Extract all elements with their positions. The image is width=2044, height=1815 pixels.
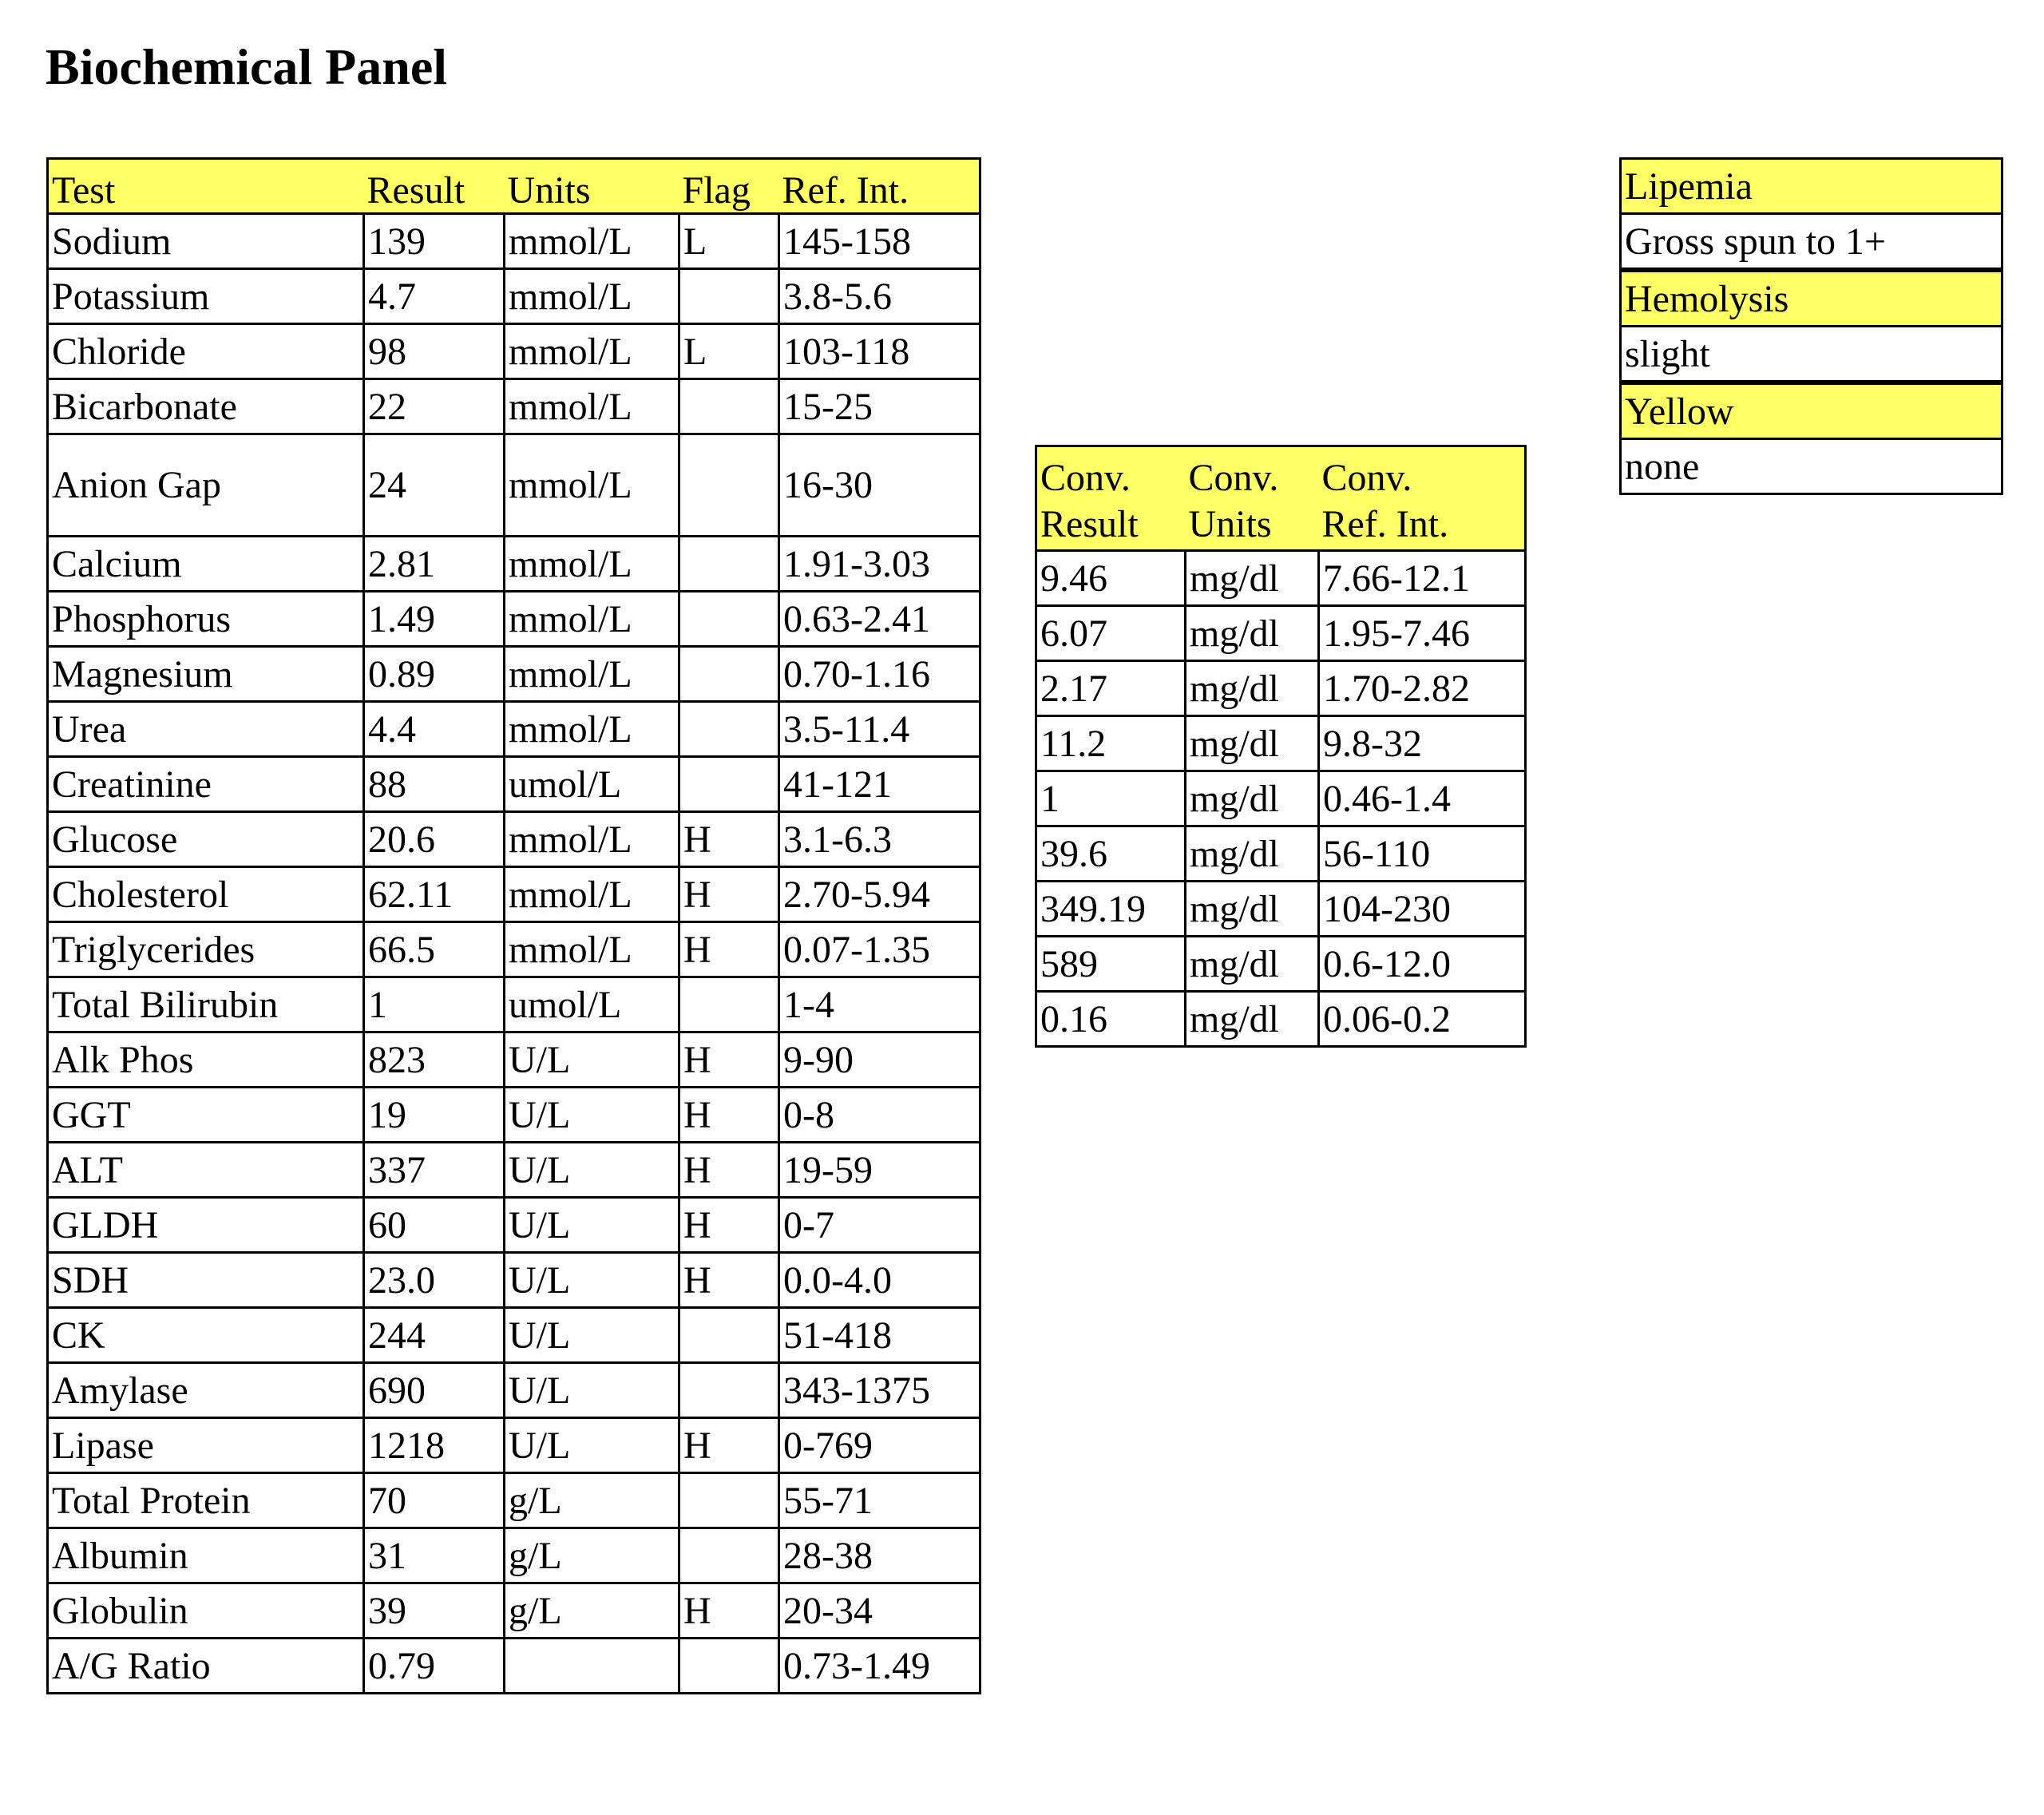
cell-units: mmol/L (505, 214, 679, 269)
cell-units: mmol/L (505, 867, 679, 922)
cell-test: Bicarbonate (48, 379, 364, 434)
cell-units: mmol/L (505, 379, 679, 434)
table-row (48, 434, 980, 537)
cell-flag: H (679, 1088, 779, 1143)
cell-flag: H (679, 922, 779, 977)
cell-ref: 15-25 (779, 379, 980, 434)
cell-test: Calcium (48, 537, 364, 592)
cell-units: mmol/L (505, 434, 679, 537)
cell-flag (679, 592, 779, 647)
table-row (48, 812, 980, 867)
table-row (48, 379, 980, 434)
table-row (1036, 882, 1526, 937)
table-row (48, 1032, 980, 1088)
cell-units: g/L (505, 1473, 679, 1528)
cell-test: Lipase (48, 1418, 364, 1473)
cell-flag (679, 537, 779, 592)
cell-test: Glucose (48, 812, 364, 867)
cell-units: mmol/L (505, 324, 679, 379)
cell-result: 31 (364, 1528, 505, 1583)
cell-units: U/L (505, 1253, 679, 1308)
cell-ref: 55-71 (779, 1473, 980, 1528)
cell-ref: 0-769 (779, 1418, 980, 1473)
cell-test: Total Protein (48, 1473, 364, 1528)
cell-test: Alk Phos (48, 1032, 364, 1088)
table-row (1036, 606, 1526, 661)
cell-units: U/L (505, 1418, 679, 1473)
icterus-value-row (1621, 439, 2002, 494)
cell-units: g/L (505, 1528, 679, 1583)
cell-result: 2.81 (364, 537, 505, 592)
cell-units: mmol/L (505, 922, 679, 977)
cell-conv-ref: 0.46-1.4 (1319, 771, 1526, 826)
cell-result: 1.49 (364, 592, 505, 647)
cell-conv-units: mg/dl (1186, 826, 1319, 882)
cell-ref: 3.5-11.4 (779, 702, 980, 757)
cell-result: 62.11 (364, 867, 505, 922)
table-row (48, 1308, 980, 1363)
cell-units: mmol/L (505, 269, 679, 324)
sample-quality-table (1619, 157, 2003, 495)
cell-flag (679, 1473, 779, 1528)
cell-units (505, 1639, 679, 1694)
cell-conv-ref: 104-230 (1319, 882, 1526, 937)
header-line: Conv. (1040, 457, 1131, 499)
hemolysis-value-row (1621, 327, 2002, 383)
cell-ref: 0.63-2.41 (779, 592, 980, 647)
header-line: Conv. (1321, 457, 1412, 499)
cell-conv-ref: 0.06-0.2 (1319, 992, 1526, 1047)
table-row (48, 1363, 980, 1418)
cell-flag (679, 379, 779, 434)
header-conv-units (1186, 446, 1319, 551)
table-row (1036, 716, 1526, 771)
cell-units: mmol/L (505, 537, 679, 592)
table-row (48, 1143, 980, 1198)
cell-ref: 3.1-6.3 (779, 812, 980, 867)
header-result: Result (364, 159, 505, 214)
table-row (48, 922, 980, 977)
cell-ref: 2.70-5.94 (779, 867, 980, 922)
cell-units: U/L (505, 1363, 679, 1418)
lipemia-label-row (1621, 159, 2002, 214)
cell-flag (679, 1528, 779, 1583)
cell-result: 60 (364, 1198, 505, 1253)
cell-conv-result: 1 (1036, 771, 1186, 826)
cell-ref: 0-7 (779, 1198, 980, 1253)
cell-conv-result: 9.46 (1036, 551, 1186, 606)
table-row (48, 1088, 980, 1143)
cell-ref: 9-90 (779, 1032, 980, 1088)
cell-conv-units: mg/dl (1186, 992, 1319, 1047)
cell-result: 39 (364, 1583, 505, 1639)
cell-conv-ref: 1.70-2.82 (1319, 661, 1526, 716)
cell-result: 1 (364, 977, 505, 1032)
header-line: Conv. (1188, 457, 1279, 499)
cell-ref: 51-418 (779, 1308, 980, 1363)
cell-result: 4.4 (364, 702, 505, 757)
cell-units: mmol/L (505, 812, 679, 867)
cell-ref: 1.91-3.03 (779, 537, 980, 592)
cell-result: 22 (364, 379, 505, 434)
cell-ref: 41-121 (779, 757, 980, 812)
cell-result: 823 (364, 1032, 505, 1088)
cell-conv-ref: 7.66-12.1 (1319, 551, 1526, 606)
cell-flag: H (679, 812, 779, 867)
cell-test: GLDH (48, 1198, 364, 1253)
header-units: Units (505, 159, 679, 214)
cell-result: 337 (364, 1143, 505, 1198)
cell-conv-ref: 56-110 (1319, 826, 1526, 882)
biochemical-results-table (46, 157, 981, 1694)
table-row (48, 647, 980, 702)
cell-flag (679, 434, 779, 537)
table-header-row (48, 159, 980, 214)
cell-units: mmol/L (505, 702, 679, 757)
cell-conv-units: mg/dl (1186, 661, 1319, 716)
table-row (48, 702, 980, 757)
cell-test: Triglycerides (48, 922, 364, 977)
table-row (48, 1528, 980, 1583)
table-row (48, 977, 980, 1032)
cell-conv-ref: 1.95-7.46 (1319, 606, 1526, 661)
cell-test: Creatinine (48, 757, 364, 812)
table-row (48, 269, 980, 324)
table-row (1036, 771, 1526, 826)
cell-conv-result: 6.07 (1036, 606, 1186, 661)
cell-conv-units: mg/dl (1186, 716, 1319, 771)
cell-units: U/L (505, 1088, 679, 1143)
cell-result: 0.79 (364, 1639, 505, 1694)
cell-conv-units: mg/dl (1186, 551, 1319, 606)
lipemia-value: Gross spun to 1+ (1621, 214, 2002, 271)
cell-conv-ref: 0.6-12.0 (1319, 937, 1526, 992)
header-test: Test (48, 159, 364, 214)
header-flag: Flag (679, 159, 779, 214)
cell-test: ALT (48, 1143, 364, 1198)
cell-test: Magnesium (48, 647, 364, 702)
table-row (48, 324, 980, 379)
table-row (1036, 661, 1526, 716)
cell-flag (679, 977, 779, 1032)
header-conv-result (1036, 446, 1186, 551)
hemolysis-label-row (1621, 270, 2002, 327)
cell-flag: L (679, 214, 779, 269)
cell-units: g/L (505, 1583, 679, 1639)
table-row (48, 1583, 980, 1639)
cell-ref: 0.70-1.16 (779, 647, 980, 702)
cell-ref: 1-4 (779, 977, 980, 1032)
table-row (48, 537, 980, 592)
table-row (48, 1418, 980, 1473)
conventional-units-table (1035, 445, 1527, 1048)
table-row (48, 214, 980, 269)
cell-conv-result: 589 (1036, 937, 1186, 992)
cell-flag: H (679, 1253, 779, 1308)
cell-conv-units: mg/dl (1186, 882, 1319, 937)
table-row (1036, 992, 1526, 1047)
cell-units: U/L (505, 1032, 679, 1088)
table-row (48, 1639, 980, 1694)
cell-result: 1218 (364, 1418, 505, 1473)
table-row (48, 1253, 980, 1308)
cell-ref: 3.8-5.6 (779, 269, 980, 324)
header-ref-int: Ref. Int. (779, 159, 980, 214)
cell-ref: 0.07-1.35 (779, 922, 980, 977)
table-row (48, 757, 980, 812)
cell-units: U/L (505, 1198, 679, 1253)
table-row (48, 1473, 980, 1528)
cell-flag (679, 757, 779, 812)
cell-conv-result: 0.16 (1036, 992, 1186, 1047)
cell-ref: 0.73-1.49 (779, 1639, 980, 1694)
cell-flag (679, 702, 779, 757)
cell-test: Albumin (48, 1528, 364, 1583)
cell-units: U/L (505, 1143, 679, 1198)
cell-conv-units: mg/dl (1186, 937, 1319, 992)
header-conv-ref-int (1319, 446, 1526, 551)
table-row (1036, 551, 1526, 606)
cell-test: CK (48, 1308, 364, 1363)
cell-result: 70 (364, 1473, 505, 1528)
cell-flag: H (679, 1583, 779, 1639)
table-row (1036, 826, 1526, 882)
cell-test: Total Bilirubin (48, 977, 364, 1032)
cell-ref: 343-1375 (779, 1363, 980, 1418)
cell-test: Cholesterol (48, 867, 364, 922)
cell-result: 98 (364, 324, 505, 379)
table-row (48, 592, 980, 647)
cell-conv-result: 11.2 (1036, 716, 1186, 771)
cell-result: 19 (364, 1088, 505, 1143)
cell-flag (679, 269, 779, 324)
cell-flag (679, 647, 779, 702)
cell-units: umol/L (505, 757, 679, 812)
cell-test: Phosphorus (48, 592, 364, 647)
cell-flag: H (679, 1032, 779, 1088)
cell-ref: 20-34 (779, 1583, 980, 1639)
cell-test: GGT (48, 1088, 364, 1143)
cell-flag: L (679, 324, 779, 379)
cell-test: Sodium (48, 214, 364, 269)
cell-units: mmol/L (505, 647, 679, 702)
icterus-value: none (1621, 439, 2002, 494)
cell-conv-units: mg/dl (1186, 606, 1319, 661)
cell-test: Potassium (48, 269, 364, 324)
cell-result: 244 (364, 1308, 505, 1363)
lipemia-label: Lipemia (1621, 159, 2002, 214)
cell-conv-result: 39.6 (1036, 826, 1186, 882)
header-line: Result (1040, 503, 1139, 545)
table-row (48, 1198, 980, 1253)
cell-test: Chloride (48, 324, 364, 379)
table-row (48, 867, 980, 922)
cell-flag (679, 1308, 779, 1363)
header-line: Units (1188, 503, 1272, 545)
hemolysis-label: Hemolysis (1621, 270, 2002, 327)
hemolysis-value: slight (1621, 327, 2002, 383)
lipemia-value-row (1621, 214, 2002, 271)
cell-units: U/L (505, 1308, 679, 1363)
icterus-label: Yellow (1621, 382, 2002, 439)
cell-test: Amylase (48, 1363, 364, 1418)
cell-test: Urea (48, 702, 364, 757)
cell-ref: 103-118 (779, 324, 980, 379)
cell-flag: H (679, 1418, 779, 1473)
cell-result: 139 (364, 214, 505, 269)
header-line: Ref. Int. (1321, 503, 1449, 545)
cell-flag: H (679, 1143, 779, 1198)
cell-flag (679, 1639, 779, 1694)
cell-result: 690 (364, 1363, 505, 1418)
cell-ref: 0.0-4.0 (779, 1253, 980, 1308)
cell-test: A/G Ratio (48, 1639, 364, 1694)
cell-conv-units: mg/dl (1186, 771, 1319, 826)
cell-test: SDH (48, 1253, 364, 1308)
cell-result: 23.0 (364, 1253, 505, 1308)
cell-result: 20.6 (364, 812, 505, 867)
cell-ref: 28-38 (779, 1528, 980, 1583)
table-header-row (1036, 446, 1526, 551)
cell-flag: H (679, 1198, 779, 1253)
cell-result: 88 (364, 757, 505, 812)
page-title: Biochemical Panel (46, 38, 448, 95)
icterus-label-row (1621, 382, 2002, 439)
cell-conv-result: 2.17 (1036, 661, 1186, 716)
cell-result: 66.5 (364, 922, 505, 977)
cell-test: Anion Gap (48, 434, 364, 537)
cell-flag (679, 1363, 779, 1418)
cell-ref: 16-30 (779, 434, 980, 537)
cell-ref: 19-59 (779, 1143, 980, 1198)
cell-ref: 0-8 (779, 1088, 980, 1143)
cell-conv-ref: 9.8-32 (1319, 716, 1526, 771)
cell-conv-result: 349.19 (1036, 882, 1186, 937)
cell-units: umol/L (505, 977, 679, 1032)
cell-test: Globulin (48, 1583, 364, 1639)
cell-flag: H (679, 867, 779, 922)
cell-result: 0.89 (364, 647, 505, 702)
cell-result: 4.7 (364, 269, 505, 324)
cell-result: 24 (364, 434, 505, 537)
table-row (1036, 937, 1526, 992)
cell-ref: 145-158 (779, 214, 980, 269)
cell-units: mmol/L (505, 592, 679, 647)
